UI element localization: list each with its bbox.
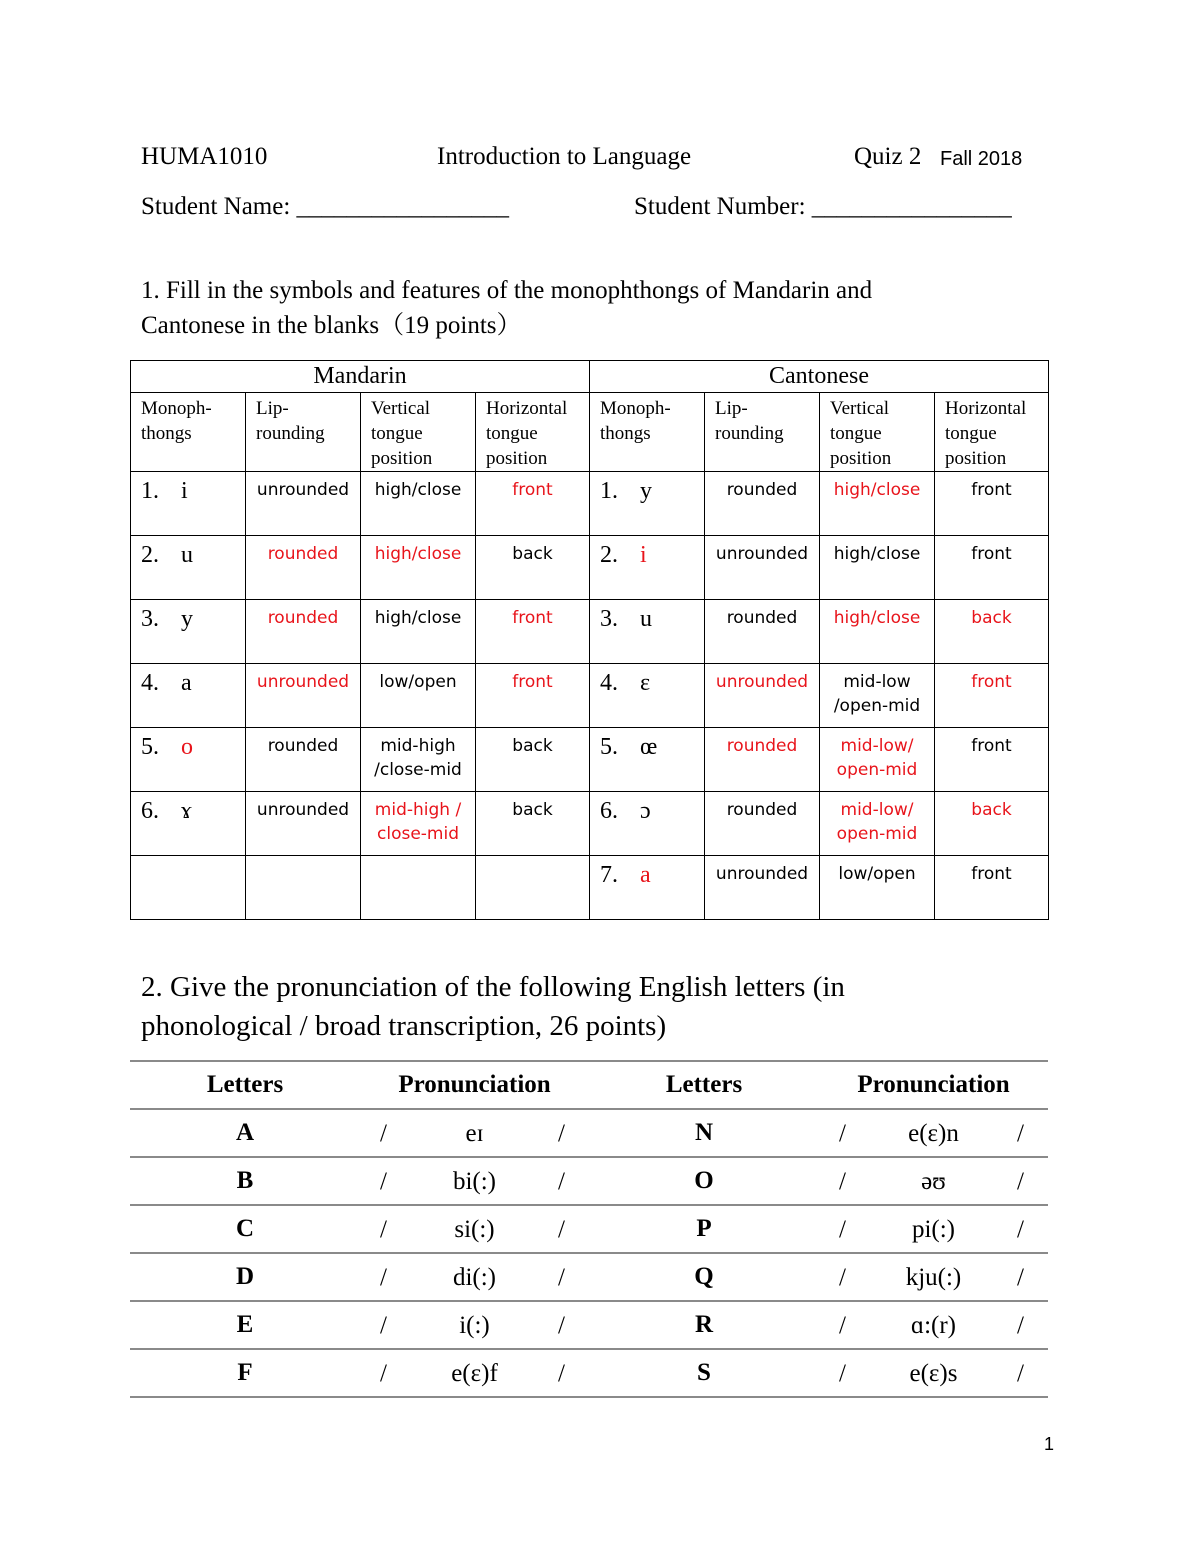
cantonese-monophthong-cell[interactable]	[590, 728, 705, 792]
column-header	[820, 393, 935, 472]
course-title: Introduction to Language	[437, 143, 692, 170]
transcription: i(:)	[459, 1312, 490, 1339]
vowel-symbol: ɤ	[181, 798, 192, 824]
letter-cell: D	[130, 1253, 360, 1301]
vowel-symbol: ɛ	[640, 670, 651, 696]
col-header-pronunciation: Pronunciation	[819, 1061, 1048, 1109]
column-header-line: rounding	[715, 423, 784, 444]
pronunciation-cell[interactable]	[360, 1301, 589, 1349]
mandarin-vertical-position-cell[interactable]	[361, 792, 476, 856]
column-header-line: Lip-	[715, 398, 748, 419]
pronunciation-cell[interactable]	[360, 1349, 589, 1397]
slash-close: /	[1017, 1168, 1024, 1195]
row-number: 4.	[600, 670, 618, 696]
pronunciation-cell[interactable]	[360, 1109, 589, 1157]
column-header	[476, 393, 590, 472]
row-number: 3.	[141, 606, 159, 632]
col-header-letters: Letters	[130, 1061, 360, 1109]
q2-line2: phonological / broad transcription, 26 points)	[141, 1010, 667, 1042]
pronunciation-table	[130, 1060, 1048, 1398]
vowel-symbol: œ	[640, 734, 658, 760]
cantonese-vertical-position-cell[interactable]	[820, 664, 935, 728]
cantonese-horizontal-position-cell[interactable]: back	[935, 600, 1049, 664]
pronunciation-cell[interactable]	[819, 1109, 1048, 1157]
vertical-position-line: open-mid	[836, 760, 918, 780]
cantonese-monophthong-cell[interactable]	[590, 536, 705, 600]
column-header-line: tongue	[830, 423, 882, 444]
slash-close: /	[1017, 1264, 1024, 1291]
pronunciation-cell[interactable]	[360, 1205, 589, 1253]
column-header	[590, 393, 705, 472]
mandarin-horizontal-position-cell[interactable]: back	[476, 536, 590, 600]
cantonese-vertical-position-cell[interactable]	[820, 792, 935, 856]
slash-close: /	[1017, 1216, 1024, 1243]
table-row	[130, 1253, 1048, 1301]
transcription: e(ɛ)f	[451, 1360, 498, 1387]
column-header-line: position	[945, 448, 1007, 469]
mandarin-vertical-position-cell[interactable]	[361, 856, 476, 920]
column-header	[935, 393, 1049, 472]
mandarin-monophthong-cell[interactable]	[131, 792, 246, 856]
transcription: ɑ:(r)	[911, 1312, 956, 1339]
mandarin-lip-rounding-cell[interactable]: unrounded	[246, 664, 361, 728]
column-header-line: tongue	[371, 423, 423, 444]
mandarin-monophthong-cell[interactable]	[131, 600, 246, 664]
cantonese-monophthong-cell[interactable]	[590, 664, 705, 728]
slash-open: /	[380, 1312, 387, 1339]
cantonese-horizontal-position-cell[interactable]: front	[935, 856, 1049, 920]
student-name-field[interactable]: Student Name: _________________	[141, 193, 510, 220]
cantonese-horizontal-position-cell[interactable]: back	[935, 792, 1049, 856]
cantonese-lip-rounding-cell[interactable]: rounded	[705, 728, 820, 792]
table-row	[130, 1109, 1048, 1157]
transcription: kju(:)	[905, 1264, 962, 1291]
cantonese-vertical-position-cell[interactable]	[820, 856, 935, 920]
column-header	[705, 393, 820, 472]
row-number: 4.	[141, 670, 159, 696]
vertical-position-line: close-mid	[377, 824, 459, 844]
column-header-line: position	[830, 448, 892, 469]
column-header-line: thongs	[141, 423, 192, 444]
mandarin-monophthong-cell[interactable]	[131, 856, 246, 920]
mandarin-lip-rounding-cell[interactable]: rounded	[246, 728, 361, 792]
cantonese-header: Cantonese	[590, 361, 1049, 393]
transcription: pi(:)	[911, 1216, 956, 1243]
vowel-symbol: ɔ	[640, 798, 651, 824]
vowel-symbol: a	[640, 862, 651, 888]
transcription: si(:)	[454, 1216, 495, 1243]
column-header-line: rounding	[256, 423, 325, 444]
slash-close: /	[558, 1312, 565, 1339]
letter-cell: S	[589, 1349, 819, 1397]
row-number: 6.	[600, 798, 618, 824]
letter-cell: E	[130, 1301, 360, 1349]
mandarin-lip-rounding-cell[interactable]	[246, 856, 361, 920]
vertical-position-line: mid-low/	[840, 800, 914, 820]
column-header-line: Horizontal	[486, 398, 568, 419]
vertical-position-line: high/close	[374, 608, 462, 628]
vertical-position-line: high/close	[374, 480, 462, 500]
table-row	[131, 472, 1049, 536]
mandarin-horizontal-position-cell[interactable]	[476, 856, 590, 920]
pronunciation-cell[interactable]	[360, 1157, 589, 1205]
vertical-position-line: mid-low/	[840, 736, 914, 756]
slash-open: /	[839, 1168, 846, 1195]
pronunciation-cell[interactable]	[819, 1301, 1048, 1349]
cantonese-monophthong-cell[interactable]	[590, 600, 705, 664]
slash-open: /	[380, 1216, 387, 1243]
table-row	[131, 536, 1049, 600]
slash-open: /	[839, 1264, 846, 1291]
mandarin-monophthong-cell[interactable]	[131, 536, 246, 600]
column-header-line: Vertical	[830, 398, 890, 419]
letter-cell: N	[589, 1109, 819, 1157]
row-number: 2.	[141, 542, 159, 568]
slash-close: /	[558, 1168, 565, 1195]
vowel-symbol: u	[181, 542, 193, 568]
student-number-field[interactable]: Student Number: ________________	[634, 193, 1012, 220]
column-header-line: Monoph-	[141, 398, 212, 419]
column-header-line: Lip-	[256, 398, 289, 419]
row-number: 1.	[141, 478, 159, 504]
vertical-position-line: /close-mid	[374, 760, 462, 780]
table-row	[130, 1349, 1048, 1397]
table-row	[131, 792, 1049, 856]
row-number: 2.	[600, 542, 618, 568]
vertical-position-line: mid-low	[843, 672, 911, 692]
table-row	[131, 600, 1049, 664]
slash-close: /	[1017, 1360, 1024, 1387]
q1-line2: Cantonese in the blanks（19 points）	[141, 312, 522, 339]
column-header-line: tongue	[486, 423, 538, 444]
mandarin-vertical-position-cell[interactable]	[361, 600, 476, 664]
cantonese-lip-rounding-cell[interactable]: unrounded	[705, 664, 820, 728]
slash-close: /	[558, 1360, 565, 1387]
cantonese-monophthong-cell[interactable]	[590, 472, 705, 536]
col-header-letters: Letters	[589, 1061, 819, 1109]
letter-cell: R	[589, 1301, 819, 1349]
vertical-position-line: low/open	[838, 864, 916, 884]
transcription: eɪ	[465, 1120, 484, 1147]
row-number: 7.	[600, 862, 618, 888]
vowel-symbol: y	[640, 478, 652, 504]
page-number: 1	[1044, 1434, 1055, 1454]
table-row	[131, 664, 1049, 728]
cantonese-lip-rounding-cell[interactable]: unrounded	[705, 536, 820, 600]
slash-open: /	[839, 1120, 846, 1147]
mandarin-horizontal-position-cell[interactable]: front	[476, 600, 590, 664]
vertical-position-line: mid-high	[380, 736, 456, 756]
cantonese-horizontal-position-cell[interactable]: front	[935, 536, 1049, 600]
vertical-position-line: mid-high /	[374, 800, 462, 820]
mandarin-horizontal-position-cell[interactable]: front	[476, 472, 590, 536]
mandarin-header: Mandarin	[131, 361, 590, 393]
mandarin-lip-rounding-cell[interactable]: unrounded	[246, 792, 361, 856]
column-header-line: Horizontal	[945, 398, 1027, 419]
course-code: HUMA1010	[141, 143, 268, 170]
quiz-label: Quiz 2	[854, 143, 922, 170]
slash-open: /	[839, 1312, 846, 1339]
mandarin-horizontal-position-cell[interactable]: back	[476, 792, 590, 856]
transcription: e(ɛ)s	[909, 1360, 958, 1387]
transcription: e(ɛ)n	[908, 1120, 959, 1147]
q1-line1: 1. Fill in the symbols and features of the monophthongs of Mandarin and	[141, 277, 873, 304]
slash-open: /	[380, 1360, 387, 1387]
slash-open: /	[839, 1216, 846, 1243]
vertical-position-line: open-mid	[836, 824, 918, 844]
column-header	[131, 393, 246, 472]
pronunciation-cell[interactable]	[819, 1253, 1048, 1301]
vertical-position-line: high/close	[833, 608, 921, 628]
column-header-line: tongue	[945, 423, 997, 444]
slash-open: /	[839, 1360, 846, 1387]
letter-cell: A	[130, 1109, 360, 1157]
cantonese-horizontal-position-cell[interactable]: front	[935, 472, 1049, 536]
row-number: 5.	[141, 734, 159, 760]
mandarin-monophthong-cell[interactable]	[131, 728, 246, 792]
transcription: əʊ	[921, 1168, 946, 1195]
cantonese-lip-rounding-cell[interactable]: rounded	[705, 472, 820, 536]
column-header-line: thongs	[600, 423, 651, 444]
vertical-position-line: high/close	[833, 544, 921, 564]
vowel-symbol: i	[181, 478, 188, 504]
pronunciation-cell[interactable]	[819, 1205, 1048, 1253]
letter-cell: F	[130, 1349, 360, 1397]
cantonese-vertical-position-cell[interactable]	[820, 728, 935, 792]
table-row	[131, 856, 1049, 920]
slash-close: /	[558, 1120, 565, 1147]
cantonese-horizontal-position-cell[interactable]: front	[935, 664, 1049, 728]
pronunciation-cell[interactable]	[360, 1253, 589, 1301]
cantonese-monophthong-cell[interactable]	[590, 792, 705, 856]
table-row	[130, 1157, 1048, 1205]
pronunciation-cell[interactable]	[819, 1157, 1048, 1205]
vertical-position-line: low/open	[379, 672, 457, 692]
slash-close: /	[1017, 1120, 1024, 1147]
column-header	[246, 393, 361, 472]
cantonese-lip-rounding-cell[interactable]: rounded	[705, 600, 820, 664]
cantonese-vertical-position-cell[interactable]	[820, 600, 935, 664]
transcription: bi(:)	[452, 1168, 497, 1195]
letter-cell: P	[589, 1205, 819, 1253]
cantonese-horizontal-position-cell[interactable]: front	[935, 728, 1049, 792]
col-header-pronunciation: Pronunciation	[360, 1061, 589, 1109]
row-number: 6.	[141, 798, 159, 824]
table-row	[130, 1205, 1048, 1253]
letter-cell: Q	[589, 1253, 819, 1301]
slash-open: /	[380, 1120, 387, 1147]
term-label: Fall 2018	[940, 148, 1023, 170]
vowel-symbol: a	[181, 670, 192, 696]
slash-close: /	[558, 1216, 565, 1243]
table-row	[130, 1301, 1048, 1349]
vertical-position-line: /open-mid	[833, 696, 921, 716]
column-header-line: Vertical	[371, 398, 431, 419]
mandarin-vertical-position-cell[interactable]	[361, 664, 476, 728]
mandarin-vertical-position-cell[interactable]	[361, 536, 476, 600]
vowel-symbol: y	[181, 606, 193, 632]
letter-cell: B	[130, 1157, 360, 1205]
mandarin-lip-rounding-cell[interactable]: rounded	[246, 600, 361, 664]
table-row	[131, 728, 1049, 792]
monophthong-table	[130, 360, 1049, 920]
vertical-position-line: high/close	[374, 544, 462, 564]
cantonese-vertical-position-cell[interactable]	[820, 472, 935, 536]
slash-close: /	[558, 1264, 565, 1291]
cantonese-lip-rounding-cell[interactable]: rounded	[705, 792, 820, 856]
vowel-symbol: u	[640, 606, 652, 632]
mandarin-vertical-position-cell[interactable]	[361, 472, 476, 536]
mandarin-monophthong-cell[interactable]	[131, 472, 246, 536]
letter-cell: O	[589, 1157, 819, 1205]
mandarin-lip-rounding-cell[interactable]: rounded	[246, 536, 361, 600]
cantonese-lip-rounding-cell[interactable]: unrounded	[705, 856, 820, 920]
cantonese-vertical-position-cell[interactable]	[820, 536, 935, 600]
mandarin-lip-rounding-cell[interactable]: unrounded	[246, 472, 361, 536]
vowel-symbol: o	[181, 734, 193, 760]
mandarin-vertical-position-cell[interactable]	[361, 728, 476, 792]
vertical-position-line: high/close	[833, 480, 921, 500]
slash-close: /	[1017, 1312, 1024, 1339]
slash-open: /	[380, 1264, 387, 1291]
mandarin-horizontal-position-cell[interactable]: back	[476, 728, 590, 792]
column-header-line: position	[486, 448, 548, 469]
slash-open: /	[380, 1168, 387, 1195]
q2-line1: 2. Give the pronunciation of the following English letters (in	[141, 971, 845, 1003]
row-number: 5.	[600, 734, 618, 760]
row-number: 1.	[600, 478, 618, 504]
row-number: 3.	[600, 606, 618, 632]
pronunciation-cell[interactable]	[819, 1349, 1048, 1397]
column-header	[361, 393, 476, 472]
column-header-line: Monoph-	[600, 398, 671, 419]
transcription: di(:)	[452, 1264, 497, 1291]
cantonese-monophthong-cell[interactable]	[590, 856, 705, 920]
mandarin-monophthong-cell[interactable]	[131, 664, 246, 728]
letter-cell: C	[130, 1205, 360, 1253]
vowel-symbol: i	[640, 542, 647, 568]
column-header-line: position	[371, 448, 433, 469]
mandarin-horizontal-position-cell[interactable]: front	[476, 664, 590, 728]
